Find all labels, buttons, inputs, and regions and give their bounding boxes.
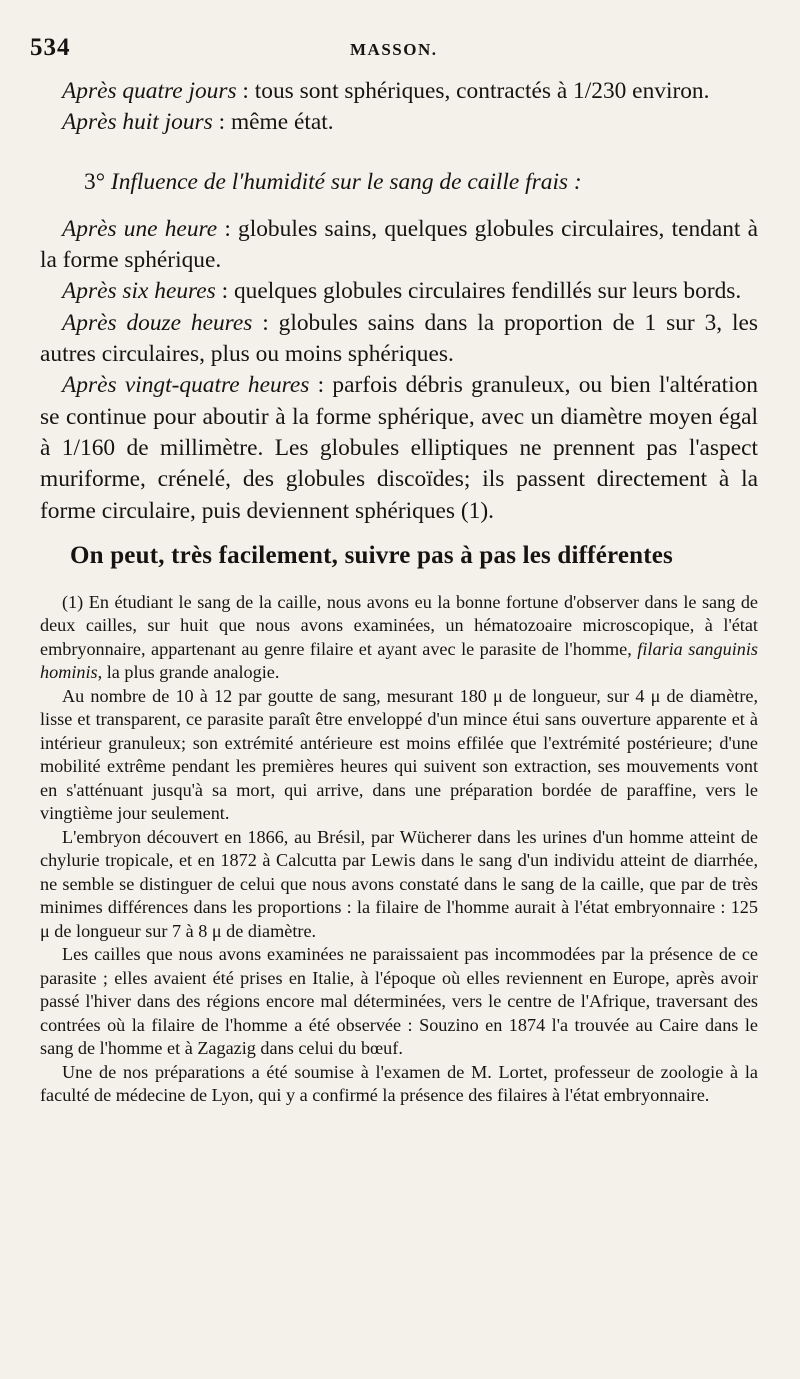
running-head: MASSON. bbox=[350, 40, 438, 59]
page-number: 534 bbox=[30, 34, 71, 61]
paragraph-huit-jours bbox=[40, 107, 758, 138]
footnote-paragraph: Les cailles que nous avons examinées ne paraissaient pas incommodées par la présence de ce parasite ; elles avaient été prises en Italie, à l'époque où elles reviennent en Europe, après avoir passé l'hiver dans des régions encore mal déterminées, vers le centre de l'Afrique, traversant des contrées où la filaire de l'homme a été observée : Souzino en 1874 l'a trouvée au Caire dans le sang de l'homme et à Zagazig dans celui du bœuf. bbox=[40, 944, 758, 1059]
paragraph-on-peut: On peut, très facilement, suivre pas à pas les différentes bbox=[70, 541, 673, 569]
paragraph-label: Après six heures bbox=[62, 278, 216, 305]
page-body bbox=[40, 76, 758, 1108]
footnote-paragraph: Au nombre de 10 à 12 par goutte de sang, mesurant 180 μ de longueur, sur 4 μ de diamètre, lisse et transparent, ce parasite paraît être enveloppé d'un mince étui sans ouverture apparente et à intérieur granuleux; son extrémité antérieure est moins effilée que l'extrémité postérieure; d'une mobilité extrême pendant les premières heures qui suivent son extraction, ses mouvements vont en s'atténuant jusqu'à sa mort, qui arrive, dans une préparation bordée de paraffine, vers le vingtième jour seulement. bbox=[40, 685, 758, 824]
paragraph-text: : quelques globules circulaires fendillés sur leurs bords. bbox=[215, 278, 742, 305]
footnote-paragraph: Une de nos préparations a été soumise à l'examen de M. Lortet, professeur de zoologie à la faculté de médecine de Lyon, qui y a confirmé la présence des filaires à l'état embryonnaire. bbox=[40, 1061, 758, 1106]
paragraph-douze-heures bbox=[40, 308, 758, 371]
paragraph-text: : tous sont sphériques, contractés à 1/230 environ. bbox=[236, 78, 710, 104]
page-header bbox=[30, 34, 770, 66]
paragraph-vingt-quatre-heures bbox=[40, 370, 758, 526]
footnote bbox=[40, 591, 758, 1108]
paragraph-label: Après vingt-quatre heures bbox=[62, 372, 310, 399]
footnote-text: , la plus grande analogie. bbox=[97, 662, 280, 683]
paragraph-une-heure bbox=[40, 214, 758, 277]
section-title: Influence de l'humidité sur le sang de caille frais : bbox=[110, 168, 582, 195]
paragraph-label: Après huit jours bbox=[62, 109, 213, 136]
paragraph-text: : globules sains, quelques globules circulaires, tendant à la forme sphérique. bbox=[40, 215, 758, 274]
paragraph-label: Après quatre jours bbox=[62, 78, 237, 104]
paragraph-quatre-jours bbox=[40, 76, 758, 107]
section-number: 3° bbox=[84, 168, 111, 195]
footnote-paragraph: L'embryon découvert en 1866, au Brésil, par Wücherer dans les urines d'un homme atteint de chylurie tropicale, et en 1872 à Calcutta par Lewis dans le sang d'un individu atteint de diarrhée, ne semble se distinguer de celui que nous avons constaté dans le sang de la caille, que par de très minimes différences dans les proportions : la filaire de l'homme aurait à l'état embryonnaire : 125 μ de longueur sur 7 à 8 μ de diamètre. bbox=[40, 826, 758, 941]
paragraph-text: : parfois débris granuleux, ou bien l'altération se continue pour aboutir à la forme sphérique, avec un diamètre moyen égal à 1/160 de millimètre. Les globules elliptiques ne prennent pas l'aspect muriforme, crénelé, des globules discoïdes; ils passent directement à la forme circulaire, puis deviennent sphériques (1). bbox=[40, 372, 758, 524]
section-heading bbox=[40, 167, 758, 198]
footnote-italic: filaria sanguinis hominis bbox=[40, 638, 758, 683]
paragraph-label: Après douze heures bbox=[62, 309, 253, 336]
paragraph-six-heures bbox=[40, 276, 758, 307]
paragraph-text: : même état. bbox=[212, 109, 334, 136]
footnote-text: (1) En étudiant le sang de la caille, nous avons eu la bonne fortune d'observer dans le sang de deux cailles, sur huit que nous avons examinées, un hématozoaire microscopique, à l'état embryonnaire, appartenant au genre filaire et ayant avec le parasite de l'homme, bbox=[40, 591, 758, 659]
footnote-paragraph bbox=[40, 591, 758, 685]
paragraph-label: Après une heure bbox=[62, 215, 218, 242]
paragraph-text: : globules sains dans la proportion de 1 sur 3, les autres circulaires, plus ou moins sphériques. bbox=[40, 309, 758, 368]
